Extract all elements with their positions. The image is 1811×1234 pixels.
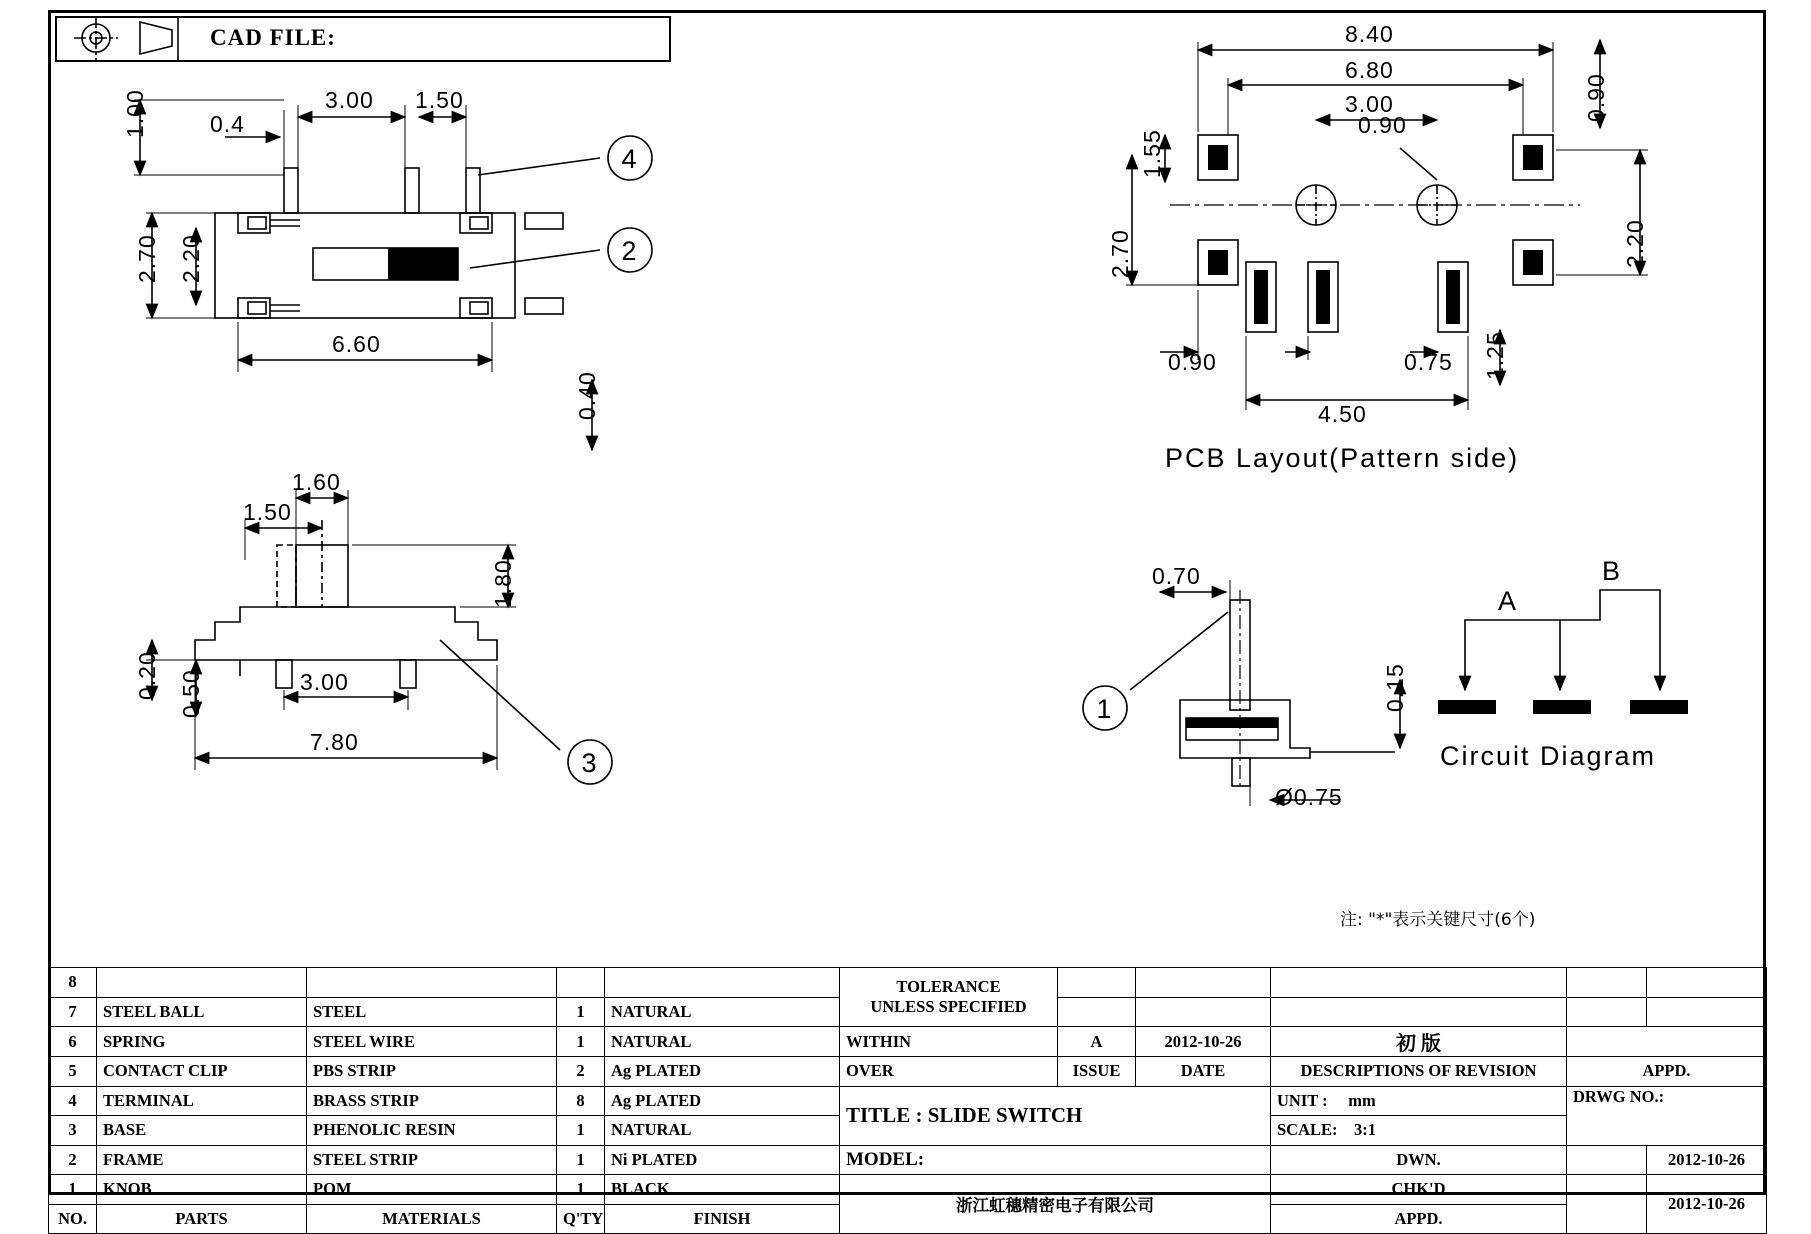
scale-value: 3:1: [1354, 1120, 1377, 1140]
tol-date-blank: [1136, 968, 1271, 998]
dim-knob-d0-75: Ø0.75: [1275, 784, 1343, 810]
part-no: 6: [49, 1027, 97, 1057]
part-qty: 1: [557, 997, 605, 1027]
chkd-label: CHK'D: [1271, 1175, 1567, 1205]
part-material: PBS STRIP: [307, 1057, 557, 1087]
dim-pcb-8-40: 8.40: [1345, 21, 1394, 47]
part-name: KNOB: [97, 1175, 307, 1205]
revision-date: 2012-10-26: [1136, 1027, 1271, 1057]
part-material: STEEL: [307, 997, 557, 1027]
part-name: STEEL BALL: [97, 997, 307, 1027]
dim-side-1-50: 1.50: [243, 499, 292, 525]
part-qty: 2: [557, 1057, 605, 1087]
rev-blank-4: [1271, 997, 1567, 1027]
table-row: [49, 1057, 1767, 1087]
over-label: OVER: [840, 1057, 1058, 1087]
unit-cell: [1271, 1086, 1567, 1116]
cad-file-box: [55, 16, 671, 62]
part-name: TERMINAL: [97, 1086, 307, 1116]
circuit-diagram-title: Circuit Diagram: [1440, 741, 1657, 771]
rev-appd-blank: [1567, 1027, 1767, 1057]
part-no: 7: [49, 997, 97, 1027]
dim-knob-0-15: 0.15: [1382, 663, 1408, 712]
within-label: WITHIN: [840, 1027, 1058, 1057]
part-material: STEEL STRIP: [307, 1145, 557, 1175]
dwn-name: [1567, 1145, 1647, 1175]
dim-pcb-0-90-right: 0.90: [1583, 73, 1609, 122]
rev-blank-2: [1567, 968, 1647, 998]
part-finish: NATURAL: [605, 1116, 840, 1146]
part-qty: [557, 968, 605, 998]
dim-top-0-40: 0.40: [574, 371, 600, 420]
part-finish: Ag PLATED: [605, 1086, 840, 1116]
part-name: CONTACT CLIP: [97, 1057, 307, 1087]
part-finish: NATURAL: [605, 1027, 840, 1057]
part-material: [307, 968, 557, 998]
key-dimension-note: 注: "*"表示关键尺寸(6个): [1340, 910, 1536, 930]
part-no: 4: [49, 1086, 97, 1116]
dim-top-3-00: 3.00: [325, 87, 374, 113]
circuit-terminal-a: A: [1498, 586, 1519, 616]
dim-pcb-4-50: 4.50: [1318, 401, 1367, 427]
table-row: [49, 1175, 1767, 1205]
part-qty: 1: [557, 1145, 605, 1175]
dim-pcb-2-20: 2.20: [1622, 219, 1648, 268]
col-no: NO.: [49, 1204, 97, 1234]
table-row: [49, 1145, 1767, 1175]
part-finish: Ni PLATED: [605, 1145, 840, 1175]
dwn-date: 2012-10-26: [1647, 1145, 1767, 1175]
table-row: [49, 968, 1767, 998]
dim-top-1-00: 1.00: [122, 89, 148, 138]
part-name: FRAME: [97, 1145, 307, 1175]
part-qty: 1: [557, 1175, 605, 1205]
part-qty: 1: [557, 1027, 605, 1057]
part-no: 2: [49, 1145, 97, 1175]
model-cell: [840, 1145, 1271, 1175]
dim-pcb-d0-90: 0.90: [1358, 112, 1407, 138]
dim-top-1-50: 1.50: [415, 87, 464, 113]
col-qty: Q'TY: [557, 1204, 605, 1234]
rev-blank-3: [1647, 968, 1767, 998]
table-row: [49, 1027, 1767, 1057]
drwg-no-cell: [1567, 1086, 1767, 1145]
rev-blank-6: [1647, 997, 1767, 1027]
company-name: 浙江虹穗精密电子有限公司: [840, 1175, 1271, 1234]
date-label: DATE: [1136, 1057, 1271, 1087]
col-finish: FINISH: [605, 1204, 840, 1234]
part-material: PHENOLIC RESIN: [307, 1116, 557, 1146]
balloon-3: 3: [581, 748, 599, 778]
balloon-1: 1: [1096, 694, 1114, 724]
issue-label: ISSUE: [1058, 1057, 1136, 1087]
table-row: [49, 1086, 1767, 1116]
title-block: [48, 967, 1766, 1228]
part-no: 8: [49, 968, 97, 998]
part-material: BRASS STRIP: [307, 1086, 557, 1116]
part-finish: Ag PLATED: [605, 1057, 840, 1087]
title-label: TITLE :: [846, 1103, 923, 1127]
dim-side-1-60: 1.60: [292, 469, 341, 495]
part-material: STEEL WIRE: [307, 1027, 557, 1057]
dim-top-6-60: 6.60: [332, 331, 381, 357]
part-finish: BLACK: [605, 1175, 840, 1205]
pcb-layout-title: PCB Layout(Pattern side): [1165, 443, 1520, 473]
part-name: [97, 968, 307, 998]
dim-top-2-70: 2.70: [134, 234, 160, 283]
part-no: 5: [49, 1057, 97, 1087]
appd-label: APPD.: [1271, 1204, 1567, 1234]
model-label: MODEL:: [846, 1148, 925, 1170]
part-qty: 8: [557, 1086, 605, 1116]
drwg-no-label: DRWG NO.:: [1573, 1086, 1665, 1106]
appd-date: 2012-10-26: [1647, 1175, 1767, 1234]
dim-side-7-80: 7.80: [310, 729, 359, 755]
unit-value: mm: [1348, 1090, 1376, 1110]
part-finish: [605, 968, 840, 998]
dim-top-2-20: 2.20: [178, 234, 204, 283]
dim-pcb-1-25: 1.25: [1482, 331, 1508, 380]
dim-side-0-20: 0.20: [134, 651, 160, 700]
dim-pcb-2-70: 2.70: [1107, 229, 1133, 278]
dim-pcb-6-80: 6.80: [1345, 57, 1394, 83]
drawing-title: [840, 1086, 1271, 1145]
tol-issue-blank-2: [1058, 997, 1136, 1027]
part-finish: NATURAL: [605, 997, 840, 1027]
revision-description-value: 初 版: [1271, 1027, 1567, 1057]
part-no: 1: [49, 1175, 97, 1205]
issue-value: A: [1058, 1027, 1136, 1057]
revision-description-label: DESCRIPTIONS OF REVISION: [1271, 1057, 1567, 1087]
dim-side-0-50: 0.50: [178, 669, 204, 718]
scale-cell: [1271, 1116, 1567, 1146]
part-name: SPRING: [97, 1027, 307, 1057]
balloon-4: 4: [621, 144, 639, 174]
part-no: 3: [49, 1116, 97, 1146]
title-value: SLIDE SWITCH: [927, 1103, 1083, 1127]
dim-top-0-4: 0.4: [210, 111, 245, 137]
col-materials: MATERIALS: [307, 1204, 557, 1234]
dim-pcb-0-75: 0.75: [1404, 349, 1453, 375]
dim-pcb-1-55: 1.55: [1139, 129, 1165, 178]
tol-date-blank-2: [1136, 997, 1271, 1027]
tol-issue-blank: [1058, 968, 1136, 998]
unit-label: UNIT :: [1277, 1090, 1328, 1110]
chkd-name: [1567, 1175, 1647, 1234]
balloon-2: 2: [621, 236, 639, 266]
part-material: POM: [307, 1175, 557, 1205]
part-qty: 1: [557, 1116, 605, 1146]
dwn-label: DWN.: [1271, 1145, 1567, 1175]
cad-file-label: CAD FILE:: [210, 25, 336, 50]
rev-blank-1: [1271, 968, 1567, 998]
tolerance-sub: UNLESS SPECIFIED: [870, 997, 1027, 1016]
dim-side-3-00: 3.00: [300, 669, 349, 695]
tolerance-label: TOLERANCE: [896, 977, 1001, 996]
part-name: BASE: [97, 1116, 307, 1146]
tolerance-header: [840, 968, 1058, 1027]
dim-pcb-0-90-left: 0.90: [1168, 349, 1217, 375]
dim-pcb-3-00: 3.00: [1345, 91, 1394, 117]
rev-blank-5: [1567, 997, 1647, 1027]
circuit-terminal-b: B: [1602, 556, 1623, 586]
dim-knob-0-70: 0.70: [1152, 563, 1201, 589]
col-parts: PARTS: [97, 1204, 307, 1234]
scale-label: SCALE:: [1277, 1120, 1338, 1140]
revision-appd-label: APPD.: [1567, 1057, 1767, 1087]
dim-side-1-80: 1.80: [490, 559, 516, 608]
